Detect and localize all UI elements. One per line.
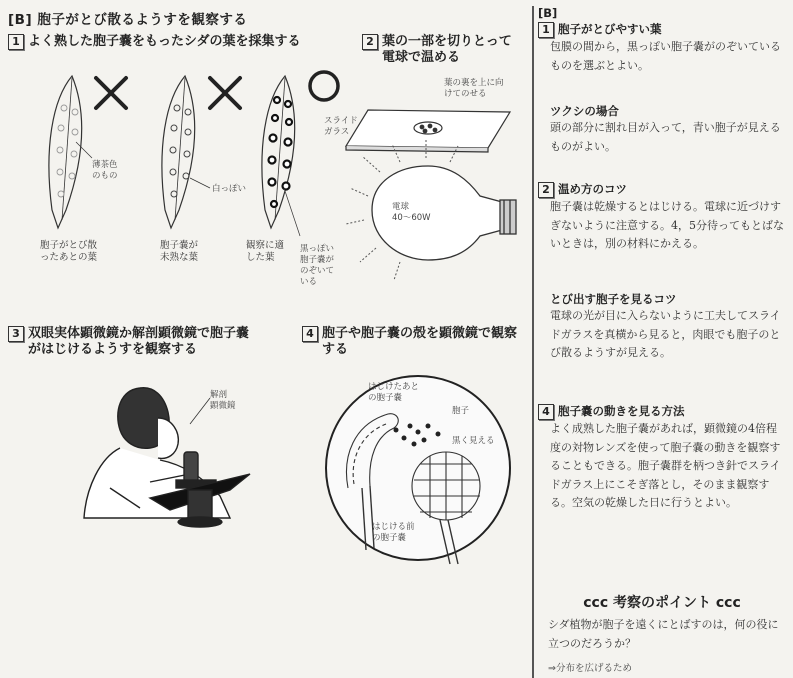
micro-note-before: はじける前 の胞子嚢 — [372, 522, 415, 543]
fern-leaves-illustration — [0, 60, 360, 260]
side-section-2 — [538, 182, 786, 254]
consideration-heading — [538, 592, 786, 612]
microscope-label: 解剖 顕微鏡 — [210, 390, 236, 411]
side-column — [538, 6, 786, 678]
leaf-after-dispersal — [49, 76, 92, 228]
step2-heading — [362, 34, 512, 66]
leaf3-caption: 観察に適 した葉 — [246, 240, 285, 263]
side-s1-body: 包膜の間から，黒っぽい胞子嚢がのぞいているものを選ぶとよい。 — [550, 40, 781, 72]
consid-body: シダ植物が胞子を遠くにとばすのは，何の役に立つのだろうか？ — [548, 618, 779, 650]
step3-title: 双眼実体顕微鏡か解剖顕微鏡で胞子嚢 がはじけるようすを観察する — [28, 326, 250, 357]
micro-note-black: 黒く見える — [452, 436, 495, 446]
person-microscope-illustration — [80, 378, 290, 528]
micro-note-spores: 胞子 — [452, 406, 470, 416]
slide-label: スライド ガラス — [324, 116, 358, 137]
slide-and-bulb-illustration — [340, 100, 530, 290]
step3-heading — [8, 326, 249, 358]
side-s1b-heading: ツクシの場合 — [550, 104, 619, 118]
section-title: [B] 胞子がとび散るようすを観察する — [8, 12, 248, 28]
consid-deco-right: ⅽⅽⅽ — [715, 595, 741, 611]
step1-title: よく熟した胞子嚢をもったシダの葉を採集する — [28, 34, 301, 49]
side-title: [B] — [538, 6, 558, 20]
micro-note-burst: はじけたあと の胞子嚢 — [368, 382, 420, 403]
consid-answer: ⇒分布を広げるため — [548, 663, 632, 674]
side-s1-number: 1 — [538, 22, 554, 38]
step1-number: 1 — [8, 34, 24, 50]
bulb-label: 電球 40〜60W — [392, 202, 431, 223]
side-s1b-body: 頭の部分に割れ目が入って，青い胞子が見えるものがよい。 — [550, 121, 781, 153]
leaf-immature — [162, 76, 210, 228]
side-s1-heading: 胞子がとびやすい葉 — [558, 22, 662, 36]
leaf2-caption: 胞子嚢が 未熟な葉 — [160, 240, 199, 263]
side-s4-body: よく成熟した胞子嚢があれば，顕微鏡の4倍程度の対物レンズを使って胞子嚢の動きを観察することもできる。胞子嚢群を柄つき針でスライドガラス上にこそぎ落とし，そのまま観察する。空気の乾燥した日に行うとよい。 — [550, 422, 781, 509]
slide-glass — [346, 110, 510, 152]
step4-title: 胞子や胞子嚢の殻を顕微鏡で観察 する — [322, 326, 518, 357]
step3-number: 3 — [8, 326, 24, 342]
column-divider — [532, 6, 534, 678]
side-section-2b — [538, 292, 786, 363]
leaf1-note: 薄茶色 のもの — [92, 160, 118, 181]
slide-note: 葉の裏を上に向 けてのせる — [444, 78, 504, 99]
cross-mark-2 — [210, 78, 240, 108]
consid-title: 考察のポイント — [613, 595, 711, 611]
side-s4-heading: 胞子嚢の動きを見る方法 — [558, 404, 685, 418]
step2-number: 2 — [362, 34, 378, 50]
leaf-suitable — [262, 76, 300, 236]
step4-heading — [302, 326, 517, 358]
side-s4-number: 4 — [538, 404, 554, 420]
cross-mark-1 — [96, 78, 126, 108]
side-section-4 — [538, 404, 786, 513]
step1-heading — [8, 34, 300, 50]
side-section-1b — [538, 104, 786, 156]
consid-deco-left: ⅽⅽⅽ — [583, 595, 609, 611]
leaf3-note: 黒っぽい 胞子嚢が のぞいて いる — [300, 244, 335, 287]
leaf2-note: 白っぽい — [212, 184, 247, 194]
leaf1-caption: 胞子がとび散 ったあとの葉 — [40, 240, 98, 263]
side-s2-heading: 温め方のコツ — [558, 182, 627, 196]
step2-title: 葉の一部を切りとって 電球で温める — [382, 34, 512, 65]
circle-mark — [310, 72, 338, 100]
side-section-1 — [538, 22, 786, 75]
step4-number: 4 — [302, 326, 318, 342]
side-s2-body: 胞子嚢は乾燥するとはじける。電球に近づけすぎないように注意する。4，5分待ってもとばないときは，別の材料にかえる。 — [550, 200, 784, 250]
side-s2b-body: 電球の光が目に入らないように工夫してスライドガラスを真横から見ると，肉眼でも胞子のとび散るようすが見える。 — [550, 309, 781, 359]
side-s2-number: 2 — [538, 182, 554, 198]
side-s2b-heading: とび出す胞子を見るコツ — [550, 292, 677, 306]
